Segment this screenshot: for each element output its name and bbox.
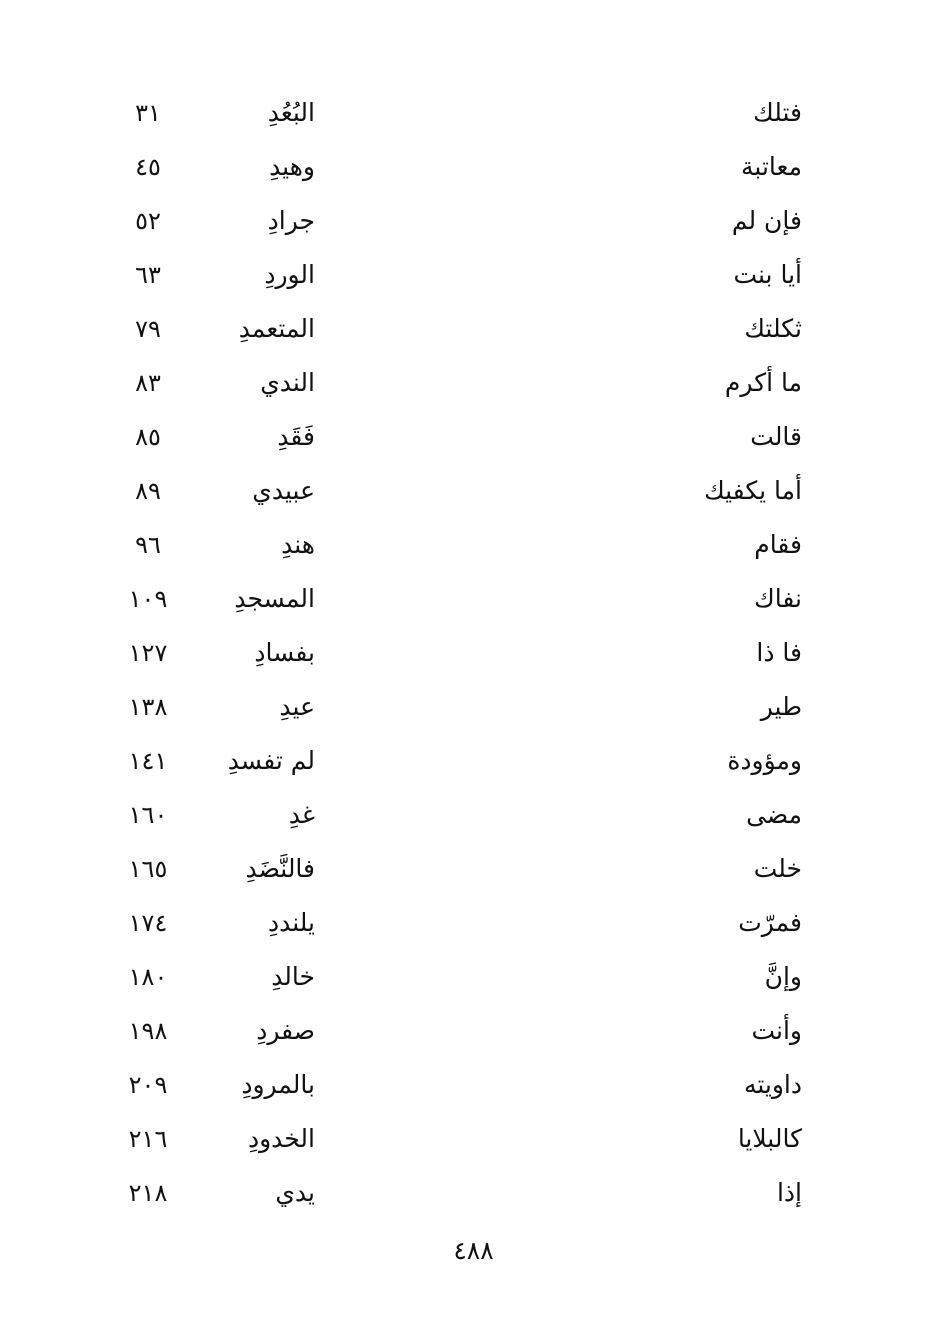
first-word: فإن لم bbox=[731, 206, 802, 235]
index-row bbox=[0, 896, 947, 950]
page-reference: ٩٦ bbox=[135, 531, 161, 559]
page-reference: ١٠٩ bbox=[128, 585, 168, 613]
index-row bbox=[0, 734, 947, 788]
rhyme-word: خالدِ bbox=[271, 962, 315, 991]
index-row bbox=[0, 1058, 947, 1112]
rhyme-word: البُعُدِ bbox=[267, 98, 315, 127]
rhyme-word: المتعمدِ bbox=[238, 314, 315, 343]
first-word: أما يكفيك bbox=[704, 476, 802, 505]
page-reference: ٢٠٩ bbox=[128, 1071, 168, 1099]
rhyme-word: لم تفسدِ bbox=[227, 746, 315, 775]
first-word: نفاك bbox=[754, 584, 802, 613]
rhyme-word: فالنَّضَدِ bbox=[245, 854, 315, 883]
page-reference: ١٩٨ bbox=[128, 1017, 168, 1045]
index-row bbox=[0, 194, 947, 248]
index-row bbox=[0, 410, 947, 464]
first-word: أيا بنت bbox=[733, 260, 802, 289]
first-word: داويته bbox=[743, 1070, 802, 1099]
rhyme-word: صفردِ bbox=[256, 1016, 315, 1045]
index-row bbox=[0, 950, 947, 1004]
page-reference: ١٦٥ bbox=[128, 855, 168, 883]
first-word: خلت bbox=[753, 854, 802, 883]
page-number: ٤٨٨ bbox=[453, 1236, 494, 1265]
rhyme-word: غدِ bbox=[288, 800, 315, 829]
first-word: ومؤودة bbox=[727, 746, 802, 775]
page-reference: ٤٥ bbox=[135, 153, 161, 181]
first-word: وإنَّ bbox=[764, 962, 802, 991]
index-row bbox=[0, 302, 947, 356]
index-row bbox=[0, 86, 947, 140]
page-reference: ١٧٤ bbox=[128, 909, 168, 937]
rhyme-word: جرادِ bbox=[267, 206, 315, 235]
index-row bbox=[0, 572, 947, 626]
rhyme-word: الخدودِ bbox=[247, 1124, 315, 1153]
page-reference: ١٣٨ bbox=[128, 693, 168, 721]
page-reference: ١٢٧ bbox=[128, 639, 168, 667]
first-word: كالبلايا bbox=[737, 1124, 802, 1153]
rhyme-word: بفسادِ bbox=[254, 638, 315, 667]
page-reference: ٧٩ bbox=[135, 315, 161, 343]
rhyme-word: يلنددِ bbox=[267, 908, 315, 937]
page-reference: ١٤١ bbox=[128, 747, 168, 775]
page-reference: ٢١٨ bbox=[128, 1179, 168, 1207]
rhyme-word: الندي bbox=[260, 368, 315, 397]
rhyme-word: فَقَدِ bbox=[277, 422, 315, 451]
index-row bbox=[0, 140, 947, 194]
page-reference: ١٨٠ bbox=[128, 963, 168, 991]
page-reference: ٣١ bbox=[135, 99, 161, 127]
index-row bbox=[0, 464, 947, 518]
first-word: معاتبة bbox=[741, 152, 802, 181]
index-row bbox=[0, 680, 947, 734]
index-row bbox=[0, 1004, 947, 1058]
page-reference: ٨٩ bbox=[135, 477, 161, 505]
index-row bbox=[0, 626, 947, 680]
index-row bbox=[0, 248, 947, 302]
rhyme-word: بالمرودِ bbox=[241, 1070, 315, 1099]
index-row bbox=[0, 356, 947, 410]
rhyme-word: هندِ bbox=[281, 530, 315, 559]
rhyme-word: المسجدِ bbox=[234, 584, 315, 613]
page-reference: ٦٣ bbox=[135, 261, 161, 289]
first-word: مضى bbox=[746, 800, 802, 829]
first-word: ثكلتك bbox=[744, 314, 802, 343]
index-row bbox=[0, 1112, 947, 1166]
index-row bbox=[0, 788, 947, 842]
first-word: طير bbox=[760, 692, 802, 721]
index-row bbox=[0, 842, 947, 896]
index-row bbox=[0, 518, 947, 572]
first-word: ما أكرم bbox=[724, 368, 802, 397]
page-reference: ٨٥ bbox=[135, 423, 161, 451]
rhyme-word: يدي bbox=[275, 1178, 315, 1207]
first-word: فا ذا bbox=[756, 638, 802, 667]
rhyme-word: عيدِ bbox=[279, 692, 315, 721]
page-reference: ٨٣ bbox=[135, 369, 161, 397]
rhyme-word: عبيدي bbox=[252, 476, 315, 505]
index-row bbox=[0, 1166, 947, 1220]
first-word: فقام bbox=[754, 530, 802, 559]
page-reference: ٥٢ bbox=[135, 207, 161, 235]
first-word: وأنت bbox=[751, 1016, 802, 1045]
first-word: إذا bbox=[776, 1178, 802, 1207]
rhyme-word: وهيدِ bbox=[269, 152, 315, 181]
first-word: فتلك bbox=[753, 98, 802, 127]
first-word: قالت bbox=[750, 422, 802, 451]
page-reference: ٢١٦ bbox=[128, 1125, 168, 1153]
first-word: فمرّت bbox=[738, 908, 802, 937]
rhyme-word: الوردِ bbox=[264, 260, 315, 289]
page-reference: ١٦٠ bbox=[128, 801, 168, 829]
